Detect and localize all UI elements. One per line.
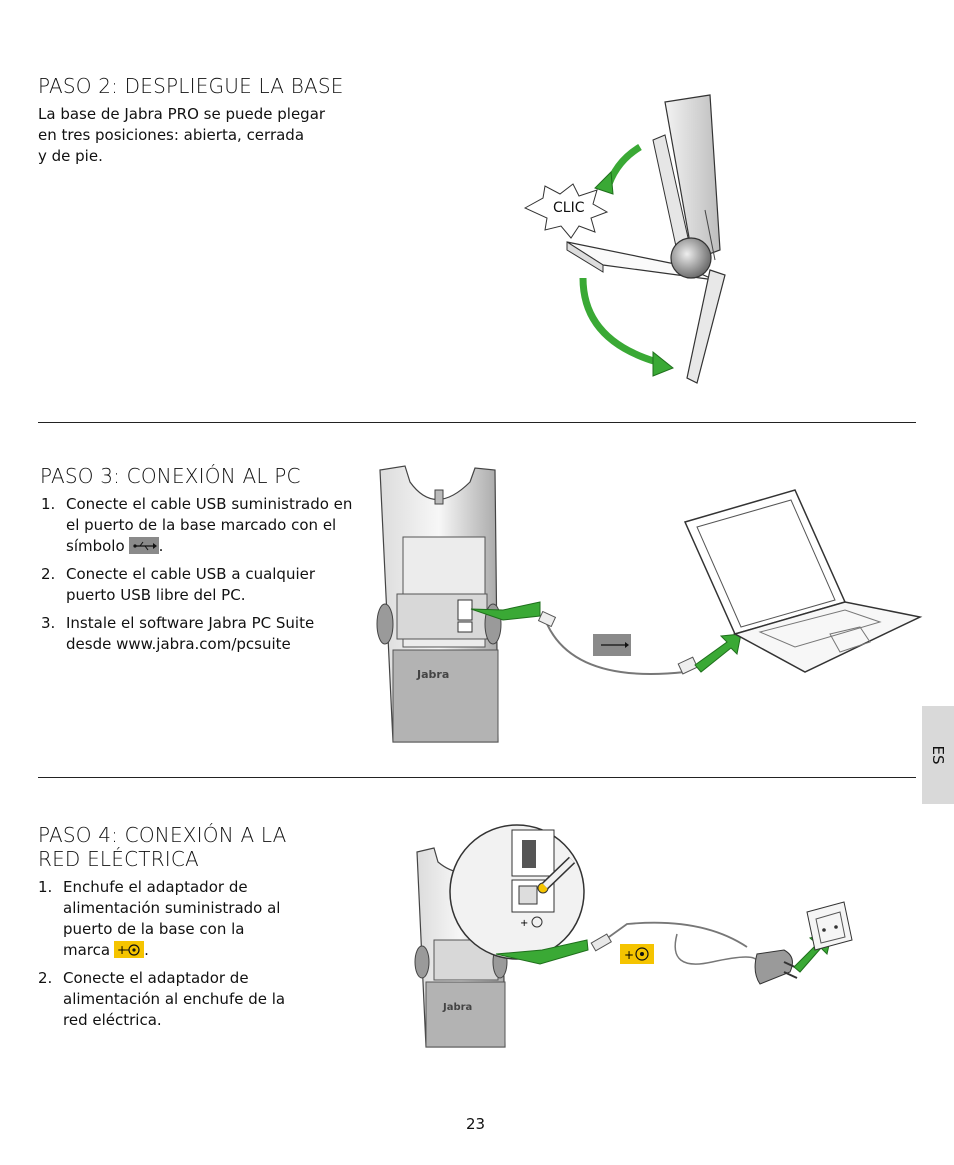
svg-text:+: +	[520, 918, 529, 929]
page-number: 23	[466, 1115, 486, 1133]
step3-heading: PASO 3: CONEXIÓN AL PC	[40, 464, 301, 488]
jabra-logo: Jabra	[417, 668, 450, 681]
jabra-logo: Jabra	[443, 1002, 473, 1013]
language-tab: ES	[922, 706, 954, 804]
step3-list	[41, 494, 361, 662]
step2-description	[38, 104, 358, 167]
step4-list	[38, 877, 318, 1038]
folding-base-illustration	[515, 90, 745, 390]
step2-line: y de pie.	[38, 147, 103, 165]
pc-connection-illustration	[375, 462, 925, 747]
step3-item-3: 3. Instale el software Jabra PC Suite desde www.jabra.com/pcsuite	[41, 614, 315, 653]
section-divider	[38, 422, 916, 423]
svg-text:+: +	[624, 948, 635, 962]
power-connection-illustration	[412, 822, 862, 1052]
svg-text:+: +	[117, 943, 128, 957]
usb-icon	[129, 537, 159, 554]
step4-item-2: 2. Conecte el adaptador de alimentación al enchufe de la red eléctrica.	[38, 969, 286, 1029]
section-divider	[38, 777, 916, 778]
step2-line: en tres posiciones: abierta, cerrada	[38, 126, 305, 144]
dc-power-icon	[114, 941, 144, 958]
step3-item-2: 2. Conecte el cable USB a cualquier puerto USB libre del PC.	[41, 565, 316, 604]
step4-item-1: 1. Enchufe el adaptador de alimentación suministrado al puerto de la base con la marca + .	[38, 878, 281, 959]
clic-callout: CLIC	[553, 200, 585, 216]
step4-heading: PASO 4: CONEXIÓN A LA RED ELÉCTRICA	[38, 823, 287, 871]
step2-heading: PASO 2: DESPLIEGUE LA BASE	[38, 74, 344, 98]
step3-item-1: 1. Conecte el cable USB suministrado en el puerto de la base marcado con el símbolo .	[41, 495, 353, 555]
step2-line: La base de Jabra PRO se puede plegar	[38, 105, 326, 123]
